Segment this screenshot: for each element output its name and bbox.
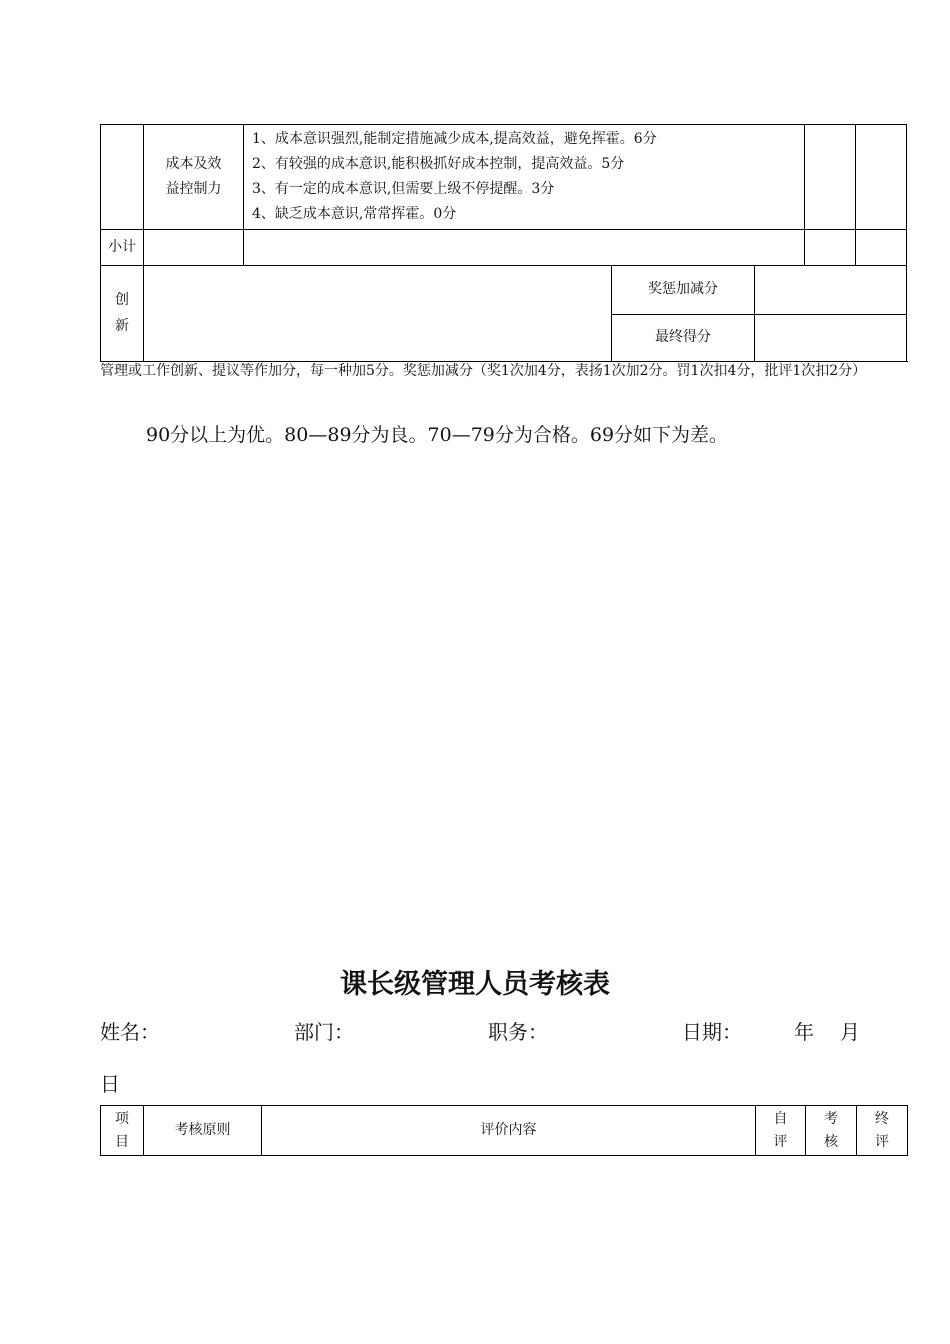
review-score-cell[interactable] [856,125,907,230]
criteria-line: 2、有较强的成本意识,能积极抓好成本控制，提高效益。5分 [252,156,625,172]
day-label: 日 [100,1072,120,1096]
criteria-line: 1、成本意识强烈,能制定措施减少成本,提高效益，避免挥霍。6分 [252,131,657,147]
subtotal-content [244,230,805,266]
header-content: 评价内容 [262,1106,756,1156]
item-cell-empty [101,125,144,230]
header-final: 终 评 [857,1106,908,1156]
grading-scale: 90分以上为优。80—89分为良。70—79分为合格。69分如下为差。 [146,424,729,446]
bonus-label: 奖惩加减分 [612,266,755,315]
subtotal-empty [144,230,244,266]
final-score-label: 最终得分 [612,315,755,362]
innovation-label: 创 新 [101,266,144,362]
header-principle: 考核原则 [144,1106,262,1156]
date-label: 日期： [682,1020,742,1044]
cost-control-criteria [244,125,805,230]
assessment-header-table [100,1105,908,1156]
name-label: 姓名： [100,1020,160,1044]
scoring-note: 管理或工作创新、提议等作加分，每一种加5分。奖惩加减分（奖1次加4分，表扬1次加2分。罚1次扣4分，批评1次扣2分） [100,363,867,379]
bonus-value[interactable] [755,266,907,315]
self-score-cell[interactable] [805,125,856,230]
year-label: 年 [794,1020,814,1044]
innovation-content[interactable] [144,266,612,362]
cost-control-item: 成本及效 益控制力 [144,125,244,230]
header-review: 考 核 [806,1106,857,1156]
form-title: 课长级管理人员考核表 [340,969,610,1000]
subtotal-review[interactable] [856,230,907,266]
header-self: 自 评 [756,1106,806,1156]
final-score-value[interactable] [755,315,907,362]
criteria-line: 4、缺乏成本意识,常常挥霍。0分 [252,206,457,222]
position-label: 职务： [488,1020,548,1044]
criteria-line: 3、有一定的成本意识,但需要上级不停提醒。3分 [252,181,555,197]
evaluation-table-continued [100,124,907,362]
subtotal-label: 小计 [101,230,144,266]
header-row [101,1106,908,1156]
department-label: 部门： [294,1020,354,1044]
subtotal-self[interactable] [805,230,856,266]
header-item: 项 目 [101,1106,144,1156]
cost-control-row [101,125,907,230]
bonus-row [101,266,907,315]
month-label: 月 [840,1020,860,1044]
subtotal-row [101,230,907,266]
